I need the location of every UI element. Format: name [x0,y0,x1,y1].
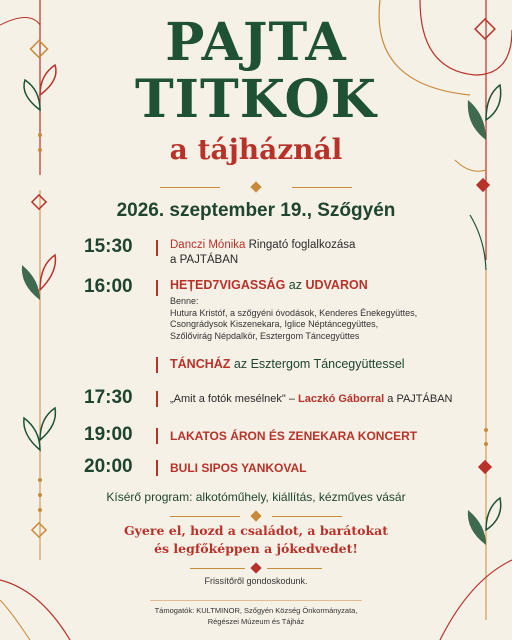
supporters-line: Támogatók: KULTMINOR, Szőgyén Község Önkormányzata, [154,606,358,615]
program-location: a PAJTÁBAN [384,393,453,405]
program-row [84,424,464,446]
performers-line: Szőlővirág Népdalkör, Esztergom Táncegyüttes [170,330,360,341]
program-description [170,238,470,268]
supporters [0,605,512,627]
divider-bar [156,428,158,444]
divider [160,187,220,188]
invitation-line: Gyere el, hozd a családot, a barátokat [123,523,389,538]
supporters-line: Régészei Múzeum és Tájház [207,617,305,626]
performer-name: Laczkó Gáborral [298,393,385,405]
program-text: „Amit a fotók mesélnek" – [170,393,299,405]
performers-line: Csongrádysok Kiszenekara, Iglice Néptáncegyüttes, [170,319,379,329]
program-time: 19:00 [84,424,133,445]
program-time: 20:00 [84,456,133,477]
program-description [170,278,470,342]
divider-bar [156,460,158,476]
diamond-icon [250,562,261,573]
program-text: az Esztergom Táncegyüttessel [230,357,405,371]
program-title: BULI SIPOS YANKOVAL [170,461,307,475]
program-row [84,355,464,375]
divider-bar [156,280,158,296]
invitation-text [0,522,512,558]
diamond-icon [250,181,261,192]
program-row [84,387,464,409]
program-location: a PAJTÁBAN [170,254,239,266]
invitation-line: és legfőképpen a jókedvedet! [154,541,358,556]
divider [190,568,245,569]
program-text: Ringató foglalkozása [245,239,356,251]
refreshment-note: Frissítőről gondoskodunk. [204,576,308,586]
performers-line: Hutura Kristóf, a szőgyéni óvodások, Kenderes Énekegyüttes, [170,307,418,318]
title-line-2: TITKOK [134,69,377,130]
program-time: 17:30 [84,387,133,408]
program-text: az [285,278,306,292]
program-description [170,357,470,372]
program-row [84,456,464,478]
leaf-icon [24,418,40,450]
divider-bar [156,357,158,373]
program-time: 15:30 [84,236,133,257]
divider [272,516,342,517]
program-description [170,392,470,407]
program-row [84,276,464,348]
program-time: 16:00 [84,276,133,297]
divider [170,516,240,517]
performer-name: Danczi Mónika [170,239,246,251]
divider-bar [156,240,158,256]
divider-bar [156,391,158,407]
leaf-icon [40,408,55,440]
program-title: LAKATOS ÁRON ÉS ZENEKARA KONCERT [170,429,418,443]
divider [267,568,322,569]
title-subtitle: a tájháznál [169,133,343,166]
diamond-icon [250,510,261,521]
program-location: UDVARON [305,278,368,292]
side-program: Kísérő program: alkotóműhely, kiállítás, kézműves vásár [106,490,406,504]
divider [292,187,352,188]
program-row [84,236,464,270]
divider [150,600,362,601]
program-title: HEȚED7VIGASSÁG [170,278,286,292]
leaf-icon [40,255,55,290]
performers-label: Benne: [170,296,199,306]
program-title: TÁNCHÁZ [170,357,231,371]
title-line-1: PAJTA [165,12,347,73]
leaf-icon [22,265,40,300]
event-date: 2026. szeptember 19., Szőgyén [116,200,396,221]
